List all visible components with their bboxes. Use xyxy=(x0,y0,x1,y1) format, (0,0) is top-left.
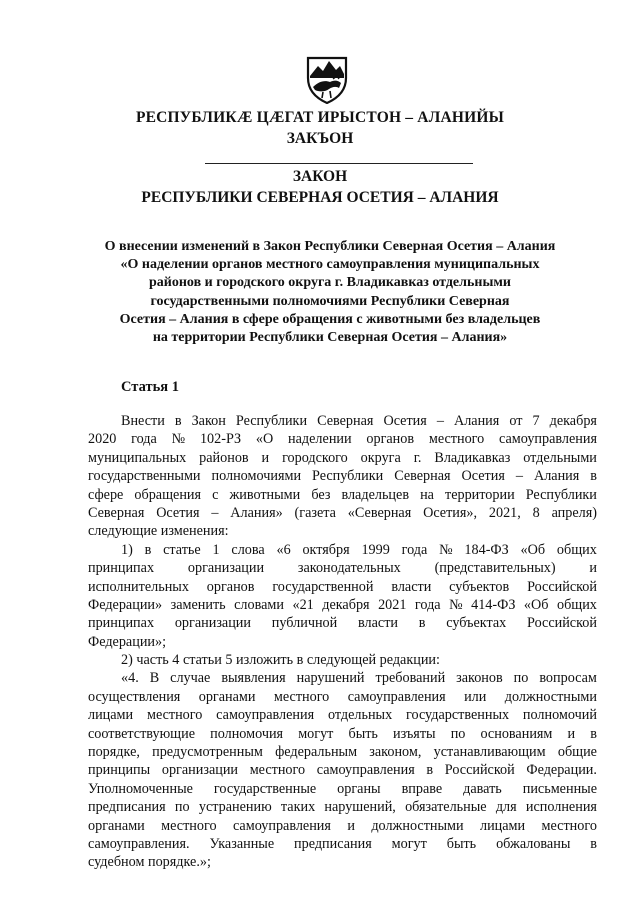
body-word: государственными xyxy=(88,468,201,485)
body-line xyxy=(88,688,597,706)
body-word: «4. xyxy=(121,670,139,687)
body-word: года xyxy=(401,541,428,558)
body-word: Северная xyxy=(88,504,145,521)
body-line xyxy=(88,761,597,779)
body-word: и xyxy=(567,725,576,742)
body-word: местного xyxy=(249,762,306,779)
republic-title: РЕСПУБЛИКИ СЕВЕРНАЯ ОСЕТИЯ – АЛАНИЯ xyxy=(141,189,499,206)
body-line xyxy=(88,449,597,467)
body-word: Алания xyxy=(453,413,500,429)
body-word: Внести xyxy=(121,413,165,429)
body-word: Указанные xyxy=(209,835,275,852)
body-word: должностными xyxy=(371,817,464,834)
body-word: Российской xyxy=(444,762,515,779)
body-word: «6 xyxy=(276,541,291,558)
body-word: местного xyxy=(428,431,485,448)
coat-of-arms-emblem-icon xyxy=(303,52,351,104)
body-line xyxy=(88,559,597,577)
body-word: законом, xyxy=(369,744,422,761)
body-word: обязательные xyxy=(405,799,487,816)
body-word: самоуправления xyxy=(232,817,331,834)
body-line xyxy=(88,669,597,687)
body-word: порядке, xyxy=(88,744,140,761)
body-word: статье xyxy=(163,541,201,558)
body-line xyxy=(88,412,597,430)
body-word: Осетия xyxy=(383,413,427,429)
body-word: (представительных) xyxy=(434,560,556,577)
body-word: должностными xyxy=(504,688,597,705)
body-word: письменные xyxy=(522,780,597,797)
body-word: изъяты xyxy=(393,725,436,742)
body-word: органов xyxy=(366,431,415,448)
body-word: нарушений xyxy=(296,670,365,687)
body-word: субъектах xyxy=(446,615,507,632)
body-word: субъектов xyxy=(449,578,510,595)
body-word: органами xyxy=(88,817,145,834)
body-word: предписания xyxy=(294,835,372,852)
body-word: территории xyxy=(445,486,515,503)
body-word: законодательных xyxy=(297,560,401,577)
body-word: могут xyxy=(298,725,334,742)
body-word: для xyxy=(495,799,517,816)
body-word: требований xyxy=(375,670,446,687)
body-word: в xyxy=(418,615,426,632)
body-word: нарушений, xyxy=(324,799,396,816)
body-word: декабря xyxy=(322,596,370,613)
body-word: Алания xyxy=(533,468,580,485)
body-word: заменить xyxy=(170,596,226,613)
body-word: «Об xyxy=(520,541,546,558)
body-word: быть xyxy=(348,725,378,742)
ossetian-law-title: ЗАКЪОН xyxy=(286,130,354,147)
body-word: лицами xyxy=(88,707,134,724)
body-word: 414-ФЗ xyxy=(471,596,516,613)
body-word: общие xyxy=(557,744,597,761)
body-word: государственной xyxy=(272,578,374,595)
body-word: вправе xyxy=(401,780,443,797)
body-word: Федерации» xyxy=(88,596,163,613)
body-word: декабря xyxy=(549,413,597,429)
body-word: словами xyxy=(234,596,284,613)
body-word: исполнительных xyxy=(88,578,189,595)
body-word: 1999 xyxy=(361,541,390,558)
body-word: и xyxy=(347,817,355,834)
body-word: по xyxy=(450,725,466,742)
body-line xyxy=(88,596,597,614)
body-word: Республики xyxy=(525,486,597,503)
body-word: отдельными xyxy=(523,449,597,466)
body-word: выявления xyxy=(221,670,286,687)
body-word: Республики xyxy=(312,468,384,485)
body-word: (газета xyxy=(294,504,336,521)
body-word: исполнения xyxy=(525,799,597,816)
body-word: предписания xyxy=(88,799,166,816)
body-word: местного xyxy=(273,688,330,705)
body-word: «21 xyxy=(292,596,314,613)
body-word: принципы xyxy=(88,762,151,779)
body-word: местного xyxy=(146,707,203,724)
subject-line: районов и городского округа г. Владикавказ отдельными xyxy=(149,275,511,291)
subject-line: государственными полномочиями Республики Северная xyxy=(150,293,510,309)
body-word: животными xyxy=(229,486,301,503)
body-word: районов xyxy=(199,449,249,466)
body-word: устранению xyxy=(198,799,272,816)
body-word: Республики xyxy=(235,413,308,429)
ossetian-republic-title: РЕСПУБЛИКÆ ЦÆГАТ ИРЫСТОН – АЛАНИЙЫ xyxy=(135,109,505,126)
body-word: № xyxy=(449,596,463,613)
body-word: в xyxy=(174,413,182,429)
body-word: власти xyxy=(358,615,398,632)
body-line xyxy=(88,817,597,835)
body-word: Российской xyxy=(527,578,597,595)
body-word: следующие изменения: xyxy=(88,523,229,540)
body-word: или xyxy=(464,688,487,705)
body-word: – xyxy=(515,468,523,485)
body-word: отдельных xyxy=(327,707,393,724)
body-word: организации xyxy=(161,762,239,779)
body-word: в xyxy=(426,762,434,779)
body-word: наделении xyxy=(288,431,352,448)
body-word: полномочиями xyxy=(211,468,302,485)
body-word: местного xyxy=(161,817,217,834)
body-word: власти xyxy=(391,578,432,595)
body-word: государственных xyxy=(406,707,510,724)
body-word: апреля) xyxy=(551,504,597,521)
body-word: Уполномоченные xyxy=(88,780,193,797)
body-word: самоуправления xyxy=(347,688,446,705)
body-word: Федерации»; xyxy=(88,633,167,650)
law-title: ЗАКОН xyxy=(292,168,348,185)
body-word: органами xyxy=(198,688,256,705)
body-word: на xyxy=(420,486,434,503)
body-word: без xyxy=(311,486,331,503)
body-word: Федерации. xyxy=(526,762,597,779)
body-word: муниципальных xyxy=(88,449,187,466)
body-line xyxy=(88,853,597,871)
body-word: от xyxy=(509,413,523,429)
body-word: по xyxy=(513,670,529,687)
body-word: Российской xyxy=(527,615,597,632)
body-word: полномочий xyxy=(522,707,597,724)
body-line xyxy=(88,467,597,485)
subject-line: Осетия – Алания в сфере обращения с животными без владельцев xyxy=(119,311,541,327)
subject-line: О внесении изменений в Закон Республики Северная Осетия – Алания xyxy=(104,239,556,254)
body-word: обжалованы xyxy=(496,835,571,852)
body-word: полномочия xyxy=(210,725,284,742)
body-word: принципах xyxy=(88,615,155,632)
body-word: законов xyxy=(456,670,503,687)
body-word: 2) часть 4 статьи 5 изложить в следующей редакции: xyxy=(121,652,440,669)
body-word: осуществления xyxy=(88,688,181,705)
body-word: – xyxy=(211,504,219,521)
body-word: организации xyxy=(187,560,265,577)
body-word: 2020 xyxy=(88,431,117,448)
body-word: лицами xyxy=(480,817,526,834)
body-word: 184-ФЗ xyxy=(464,541,509,558)
body-word: и xyxy=(589,560,597,577)
body-word: в xyxy=(590,725,597,742)
body-word: «Северная xyxy=(347,504,412,521)
body-word: сфере xyxy=(88,486,124,503)
body-word: с xyxy=(212,486,219,503)
body-word: по xyxy=(174,799,190,816)
body-word: Осетия xyxy=(461,468,505,485)
body-word: «Об xyxy=(523,596,549,613)
body-word: судебном порядке.»; xyxy=(88,854,211,871)
body-word: Закон xyxy=(191,413,226,429)
law-subject xyxy=(70,238,590,347)
body-line xyxy=(88,486,597,504)
body-word: самоуправления xyxy=(216,707,315,724)
body-word: Северная xyxy=(394,468,451,485)
body-word: государственные xyxy=(213,780,317,797)
body-word: в xyxy=(590,468,597,485)
body-word: быть xyxy=(446,835,477,852)
body-word: года xyxy=(131,431,157,448)
subject-line: на территории Республики Северная Осетия – Алания» xyxy=(152,330,508,346)
body-line xyxy=(88,578,597,596)
body-word: Осетия», xyxy=(423,504,478,521)
body-word: – xyxy=(436,413,444,429)
article-title: Статья 1 xyxy=(121,379,179,395)
body-word: городского xyxy=(282,449,348,466)
body-word: В xyxy=(149,670,160,687)
body-word: владельцев xyxy=(341,486,410,503)
body-word: Алания» xyxy=(230,504,283,521)
body-word: в xyxy=(590,835,597,852)
body-word: октября xyxy=(302,541,350,558)
body-word: 7 xyxy=(532,413,540,429)
body-word: общих xyxy=(556,596,597,613)
body-word: самоуправления. xyxy=(88,835,190,852)
body-line xyxy=(88,706,597,724)
body-line xyxy=(88,780,597,798)
body-word: органы xyxy=(337,780,381,797)
body-line xyxy=(88,541,597,559)
body-word: и xyxy=(261,449,270,466)
body-word: в xyxy=(144,541,152,558)
body-line xyxy=(88,743,597,761)
body-word: слова xyxy=(231,541,265,558)
body-word: принципах xyxy=(88,560,155,577)
title-divider xyxy=(205,163,473,164)
body-word: обращения xyxy=(134,486,202,503)
body-line xyxy=(88,633,597,651)
body-word: Владикавказ xyxy=(434,449,511,466)
body-word: округа xyxy=(360,449,401,466)
body-line xyxy=(88,651,597,669)
body-word: 1 xyxy=(212,541,220,558)
body-word: давать xyxy=(463,780,502,797)
article-body xyxy=(88,412,597,872)
body-word: устанавливающим xyxy=(433,744,546,761)
body-word: случае xyxy=(170,670,211,687)
body-word: федеральным xyxy=(275,744,358,761)
body-word: предусмотренным xyxy=(152,744,263,761)
subject-line: «О наделении органов местного самоуправления муниципальных xyxy=(120,257,540,273)
body-word: Северная xyxy=(317,413,374,429)
body-word: 2021, xyxy=(488,504,521,521)
body-word: могут xyxy=(391,835,427,852)
body-word: местного xyxy=(541,817,597,834)
body-word: самоуправления xyxy=(316,762,415,779)
body-word: организации xyxy=(174,615,251,632)
body-word: вопросам xyxy=(539,670,597,687)
body-word: № xyxy=(171,431,186,448)
body-line xyxy=(88,835,597,853)
body-word: органов xyxy=(206,578,255,595)
body-word: общих xyxy=(556,541,597,558)
body-word: года xyxy=(414,596,441,613)
body-word: соответствующие xyxy=(88,725,196,742)
body-word: самоуправления xyxy=(499,431,597,448)
body-word: публичной xyxy=(271,615,338,632)
body-line xyxy=(88,504,597,522)
body-line xyxy=(88,798,597,816)
body-line xyxy=(88,430,597,448)
body-line xyxy=(88,522,597,540)
body-word: 102-РЗ xyxy=(199,431,242,448)
body-line xyxy=(88,725,597,743)
body-word: 1) xyxy=(121,541,133,558)
body-word: основаниям xyxy=(480,725,553,742)
body-word: г. xyxy=(413,449,422,466)
body-word: 2021 xyxy=(378,596,407,613)
body-word: «О xyxy=(255,431,274,448)
body-word: таких xyxy=(280,799,316,816)
body-line xyxy=(88,614,597,632)
body-word: № xyxy=(439,541,453,558)
body-word: Осетия xyxy=(156,504,200,521)
body-word: 8 xyxy=(532,504,540,521)
